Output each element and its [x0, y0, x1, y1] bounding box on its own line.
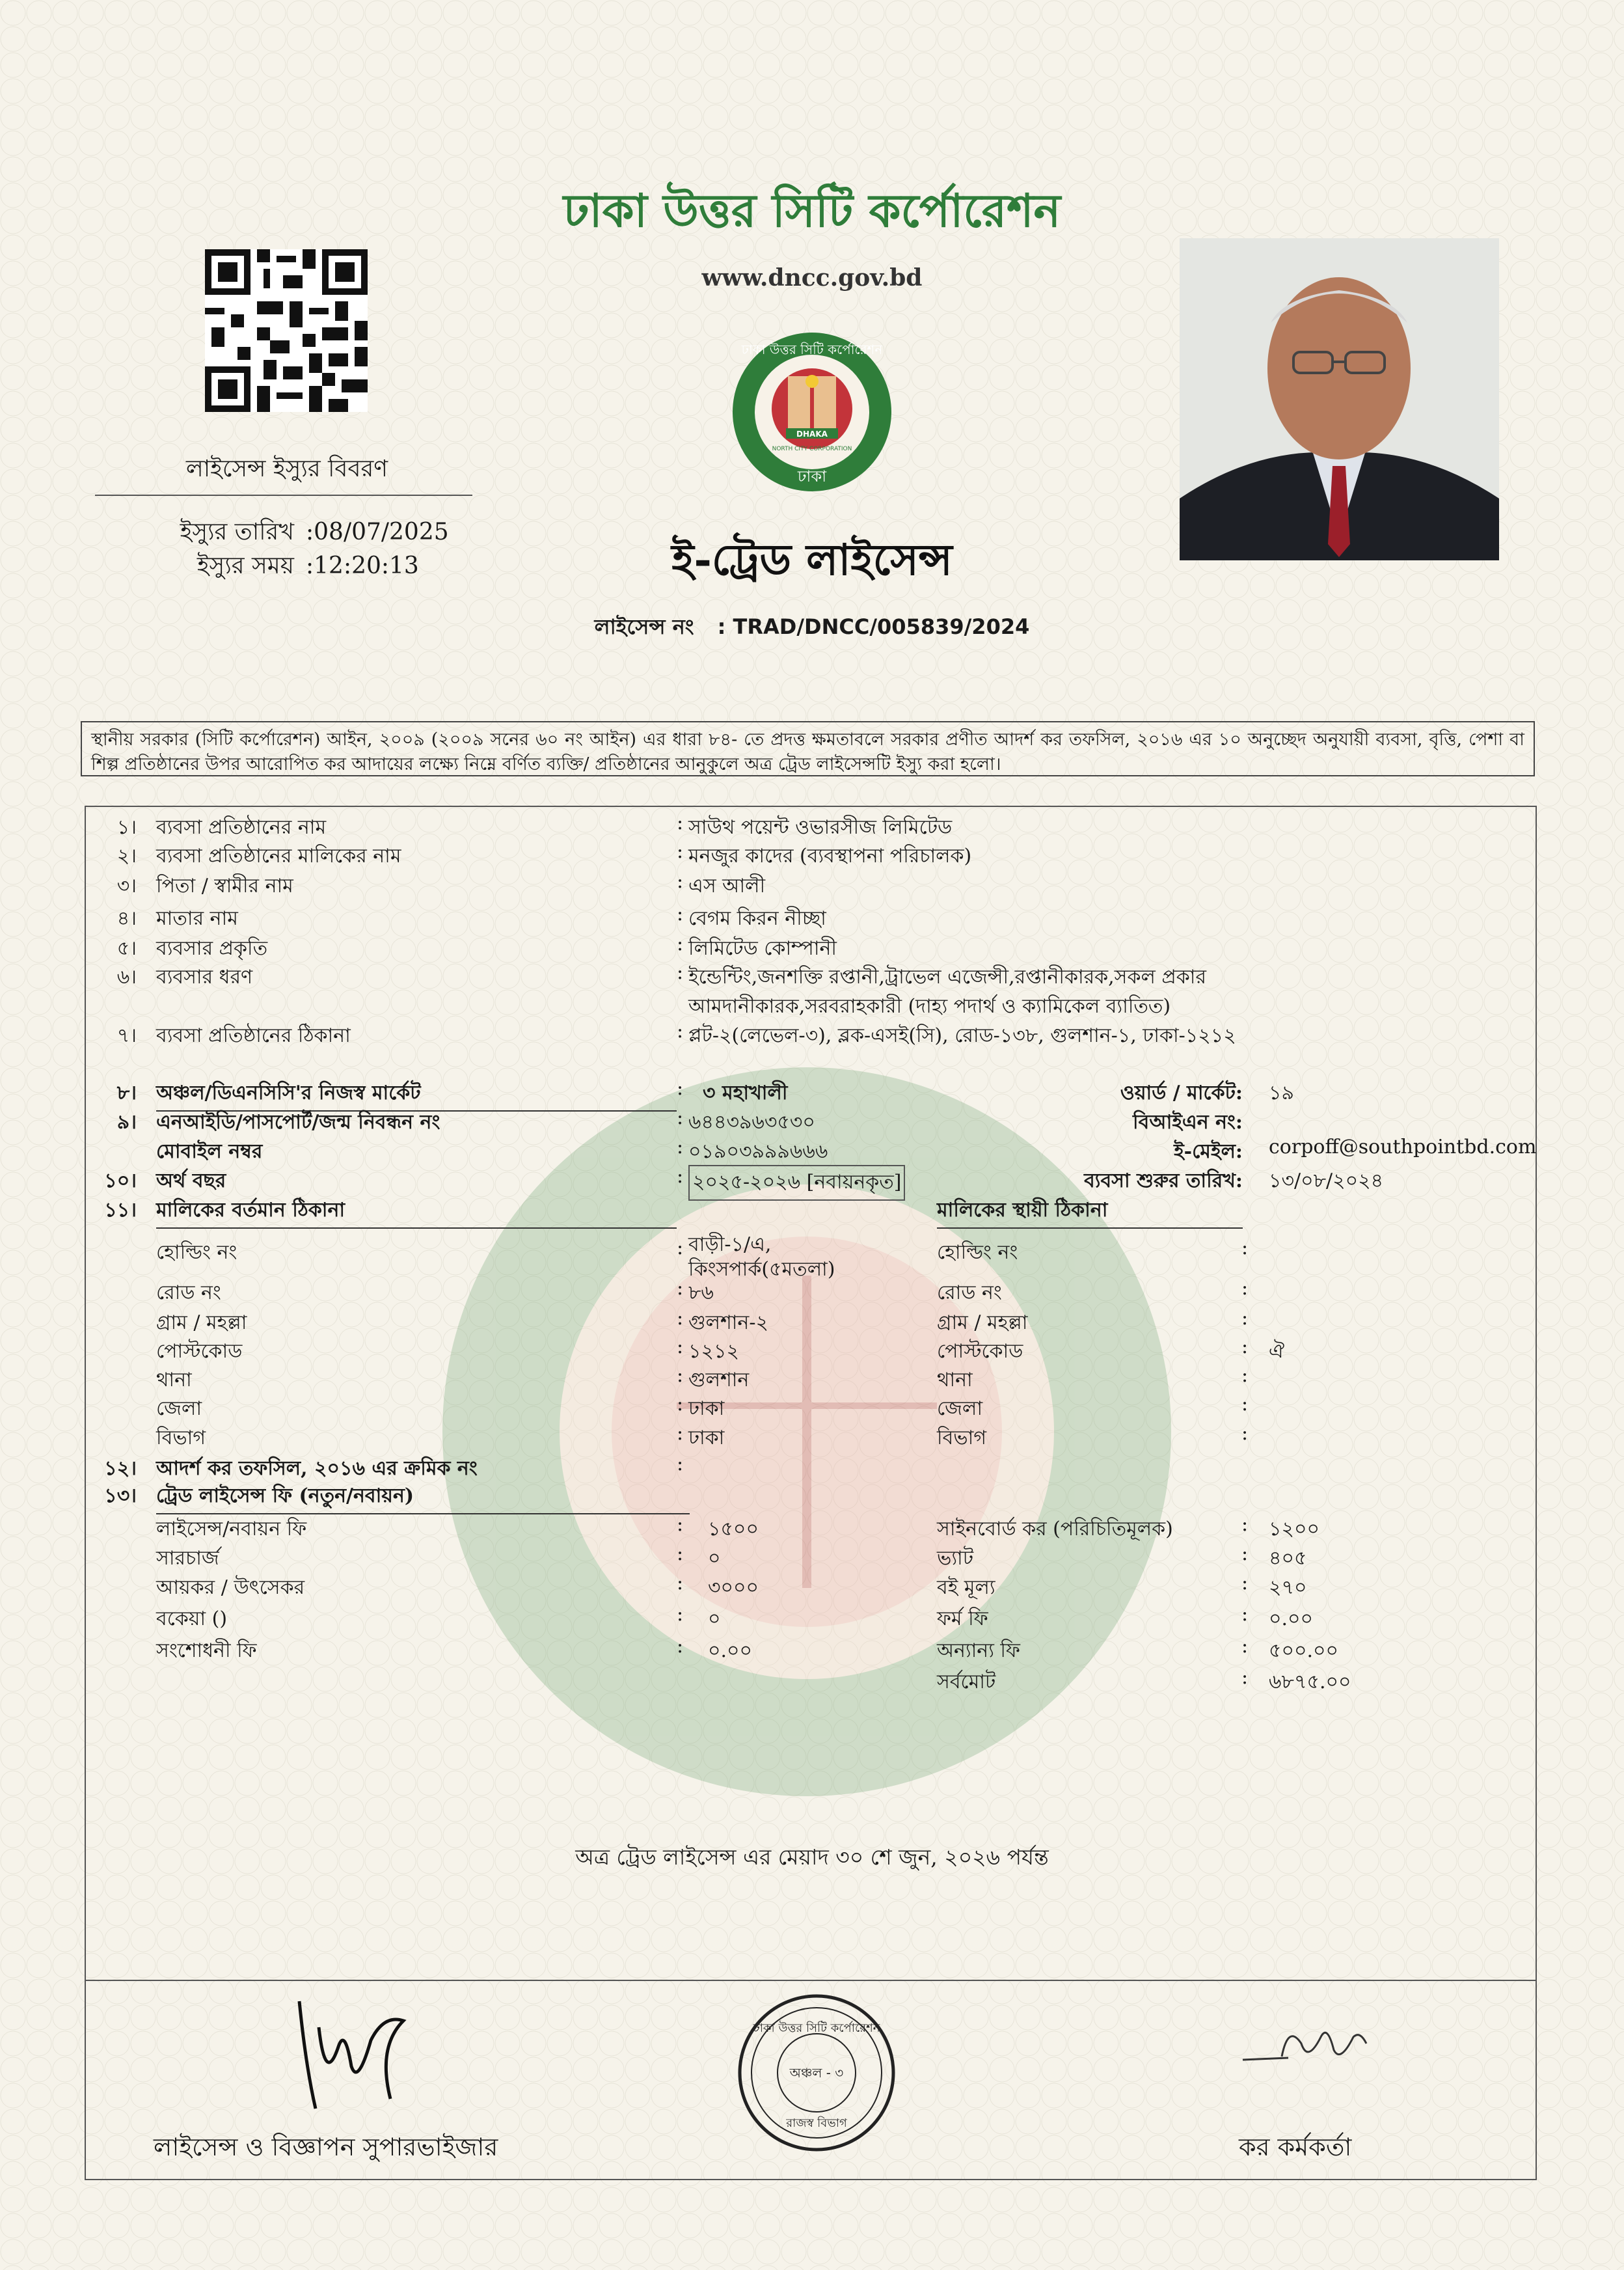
mobile-value: ০১৯০৩৯৯৯৬৬৬ — [688, 1140, 828, 1163]
fee-value: ০.০০ — [708, 1639, 753, 1662]
permanent-field-label: বিভাগ — [937, 1427, 986, 1449]
field-number: ৩। — [116, 875, 137, 897]
owner-photo — [1180, 238, 1499, 560]
fee-label: বকেয়া () — [156, 1607, 228, 1630]
field-value-cont: আমদানীকারক,সরবরাহকারী (দাহ্য পদার্থ ও ক্যামিকেল ব্যাতিত) — [688, 995, 1171, 1018]
nid-label: এনআইডি/পাসপোর্ট/জন্ম নিবন্ধন নং — [156, 1111, 440, 1134]
signature-divider — [85, 1980, 1537, 1981]
svg-text:ঢাকা উত্তর সিটি কর্পোরেশন: ঢাকা উত্তর সিটি কর্পোরেশন — [741, 342, 883, 357]
preamble-text: স্থানীয় সরকার (সিটি কর্পোরেশন) আইন, ২০০৯ (২০০৯ সনের ৬০ নং আইন) এর ধারা ৮৪- তে প্রদত্ত ক্ষমতাবলে সরকার প্রণীত আদর্শ কর তফসিল, ২০১৬ এর ১০ অনুচ্ছেদ অনুযায়ী ব্যবসা, বৃত্তি, পেশা বা শিল্প প্রতিষ্ঠানের উপর আরোপিত কর আদায়ের লক্ষ্যে নিম্নে বর্ণিত ব্যক্তি/ প্রতিষ্ঠানের আনুকুলে অত্র ট্রেড লাইসেন্সটি ইস্যু করা হলো। — [81, 721, 1535, 776]
svg-text:DHAKA: DHAKA — [796, 430, 828, 439]
mobile-label: মোবাইল নম্বর — [156, 1140, 263, 1163]
field-label: ব্যবসা প্রতিষ্ঠানের নাম — [156, 816, 327, 839]
nid-number: ৯। — [116, 1111, 137, 1134]
start-date-label: ব্যবসা শুরুর তারিখ: — [1084, 1169, 1243, 1192]
address-field-label: গ্রাম / মহল্লা — [156, 1311, 247, 1334]
address-field-label: বিভাগ — [156, 1427, 206, 1449]
schedule-number: ১২। — [104, 1457, 137, 1480]
address-number: ১১। — [104, 1199, 137, 1222]
fee-right-value: ৫০০.০০ — [1269, 1639, 1339, 1662]
issue-time-label: ইস্যুর সময় — [196, 553, 294, 579]
field-number: ২। — [116, 845, 137, 868]
field-value: বেগম কিরন নীচ্ছা — [688, 907, 826, 930]
email-label: ই-মেইল: — [1174, 1140, 1243, 1163]
address-field-value: গুলশান-২ — [688, 1311, 768, 1334]
email-value: corpoff@southpointbd.com — [1269, 1136, 1537, 1158]
address-field-value: ঢাকা — [688, 1427, 725, 1449]
official-seal — [735, 1991, 898, 2154]
document-title: ই-ট্রেড লাইসেন্স — [671, 534, 953, 585]
field-label: ব্যবসা প্রতিষ্ঠানের মালিকের নাম — [156, 845, 401, 868]
permanent-field-label: পোস্টকোড — [937, 1340, 1023, 1363]
issue-date-label: ইস্যুর তারিখ — [180, 519, 294, 545]
fee-right-label: ফর্ম ফি — [937, 1607, 988, 1630]
permanent-field-label: থানা — [937, 1369, 973, 1391]
zone-value: ৩ মহাখালী — [703, 1082, 788, 1104]
address-field-value: ৮৬ — [688, 1281, 714, 1304]
fees-label: ট্রেড লাইসেন্স ফি (নতুন/নবায়ন) — [156, 1480, 690, 1514]
issue-details-heading: লাইসেন্স ইস্যুর বিবরণ — [185, 456, 388, 482]
field-value: সাউথ পয়েন্ট ওভারসীজ লিমিটেড — [688, 816, 953, 839]
total-value: ৬৮৭৫.০০ — [1269, 1671, 1351, 1693]
start-date-value: ১৩/০৮/২০২৪ — [1269, 1169, 1384, 1192]
bin-label: বিআইএন নং: — [1133, 1111, 1243, 1134]
ward-label: ওয়ার্ড / মার্কেট: — [1120, 1082, 1243, 1104]
permanent-field-label: জেলা — [937, 1397, 983, 1420]
ward-value: ১৯ — [1269, 1082, 1294, 1104]
fiscal-label: অর্থ বছর — [156, 1169, 226, 1192]
fee-label: সারচার্জ — [156, 1547, 219, 1570]
license-number-line — [0, 610, 1624, 646]
schedule-label: আদর্শ কর তফসিল, ২০১৬ এর ক্রমিক নং — [156, 1457, 478, 1480]
supervisor-label: লাইসেন্স ও বিজ্ঞাপন সুপারভাইজার — [154, 2133, 498, 2161]
permanent-field-value: ঐ — [1269, 1340, 1285, 1363]
fee-value: ৩০০০ — [708, 1576, 759, 1599]
field-label: ব্যবসা প্রতিষ্ঠানের ঠিকানা — [156, 1024, 351, 1047]
field-value: প্লট-২(লেভেল-৩), ব্লক-এসই(সি), রোড-১৩৮, গুলশান-১, ঢাকা-১২১২ — [688, 1024, 1236, 1047]
svg-text:অঞ্চল - ৩: অঞ্চল - ৩ — [789, 2065, 844, 2081]
present-address-label: মালিকের বর্তমান ঠিকানা — [156, 1194, 677, 1229]
fee-value: ০ — [708, 1547, 721, 1570]
fee-right-value: ০.০০ — [1269, 1607, 1314, 1630]
license-number: : TRAD/DNCC/005839/2024 — [717, 614, 1030, 639]
address-field-value: বাড়ী-১/এ, — [688, 1233, 772, 1256]
fees-number: ১৩। — [104, 1484, 137, 1507]
field-number: ৬। — [116, 966, 137, 989]
svg-text:রাজস্ব বিভাগ: রাজস্ব বিভাগ — [786, 2116, 847, 2130]
permanent-field-label: রোড নং — [937, 1281, 1002, 1304]
field-number: ১। — [116, 816, 137, 839]
issue-divider — [95, 495, 472, 496]
fee-right-value: ৪০৫ — [1269, 1547, 1307, 1570]
left-signature — [280, 1988, 429, 2118]
address-field-label: রোড নং — [156, 1281, 221, 1304]
zone-number: ৮। — [116, 1082, 137, 1104]
fee-value: ১৫০০ — [708, 1518, 759, 1540]
issue-time-value: :12:20:13 — [306, 553, 419, 579]
fiscal-number: ১০। — [104, 1169, 137, 1192]
fee-value: ০ — [708, 1607, 721, 1630]
svg-text:ঢাকা: ঢাকা — [797, 467, 827, 485]
dncc-logo — [731, 331, 893, 493]
field-label: পিতা / স্বামীর নাম — [156, 875, 293, 897]
permanent-field-label: হোল্ডিং নং — [937, 1241, 1018, 1264]
svg-text:NORTH CITY CORPORATION: NORTH CITY CORPORATION — [772, 446, 852, 452]
zone-label: অঞ্চল/ডিএনসিসি'র নিজস্ব মার্কেট — [156, 1077, 677, 1112]
fee-right-value: ২৭০ — [1269, 1576, 1307, 1599]
field-value: মনজুর কাদের (ব্যবস্থাপনা পরিচালক) — [688, 845, 972, 868]
address-field-label: হোল্ডিং নং — [156, 1241, 237, 1264]
fee-right-value: ১২০০ — [1269, 1518, 1320, 1540]
fee-right-label: অন্যান্য ফি — [937, 1639, 1020, 1662]
field-label: ব্যবসার ধরণ — [156, 966, 253, 989]
total-label: সর্বমোট — [937, 1671, 996, 1693]
license-label: লাইসেন্স নং — [594, 614, 694, 639]
permanent-field-label: গ্রাম / মহল্লা — [937, 1311, 1028, 1334]
right-signature — [1236, 2017, 1379, 2076]
field-label: মাতার নাম — [156, 907, 238, 930]
fiscal-value: ২০২৫-২০২৬ [নবায়নকৃত] — [688, 1165, 905, 1201]
permanent-address-label: মালিকের স্থায়ী ঠিকানা — [937, 1194, 1243, 1229]
field-value: ইন্ডেন্টিং,জনশক্তি রপ্তানী,ট্রাভেল এজেন্সী,রপ্তানীকারক,সকল প্রকার — [688, 966, 1206, 989]
fee-label: আয়কর / উৎসেকর — [156, 1576, 305, 1599]
svg-text:ঢাকা উত্তর সিটি কর্পোরেশন: ঢাকা উত্তর সিটি কর্পোরেশন — [753, 2021, 880, 2035]
issue-date-value: :08/07/2025 — [306, 519, 449, 545]
field-value: এস আলী — [688, 875, 766, 897]
fee-right-label: বই মূল্য — [937, 1576, 995, 1599]
address-field-label: জেলা — [156, 1397, 202, 1420]
address-field-value: গুলশান — [688, 1369, 750, 1391]
field-number: ৭। — [116, 1024, 137, 1047]
fee-right-label: ভ্যাট — [937, 1547, 974, 1570]
fee-right-label: সাইনবোর্ড কর (পরিচিতিমূলক) — [937, 1518, 1173, 1540]
field-number: ৪। — [116, 907, 137, 930]
tax-officer-label: কর কর্মকর্তা — [1239, 2133, 1352, 2161]
field-value: লিমিটেড কোম্পানী — [688, 937, 837, 960]
field-label: ব্যবসার প্রকৃতি — [156, 937, 268, 960]
address-field-label: থানা — [156, 1369, 192, 1391]
website: www.dncc.gov.bd — [701, 264, 923, 292]
fee-label: লাইসেন্স/নবায়ন ফি — [156, 1518, 307, 1540]
field-number: ৫। — [116, 937, 137, 960]
org-title: ঢাকা উত্তর সিটি কর্পোরেশন — [563, 184, 1061, 238]
fee-label: সংশোধনী ফি — [156, 1639, 257, 1662]
address-field-label: পোস্টকোড — [156, 1340, 243, 1363]
address-field-value: ঢাকা — [688, 1397, 725, 1420]
validity-text: অত্র ট্রেড লাইসেন্স এর মেয়াদ ৩০ শে জুন, ২০২৬ পর্যন্ত — [575, 1844, 1049, 1870]
address-field-value-cont: কিংসপার্ক(৫মতলা) — [688, 1258, 835, 1281]
address-field-value: ১২১২ — [688, 1340, 739, 1363]
nid-value: ৬৪৪৩৯৬৩৫৩০ — [688, 1111, 815, 1134]
